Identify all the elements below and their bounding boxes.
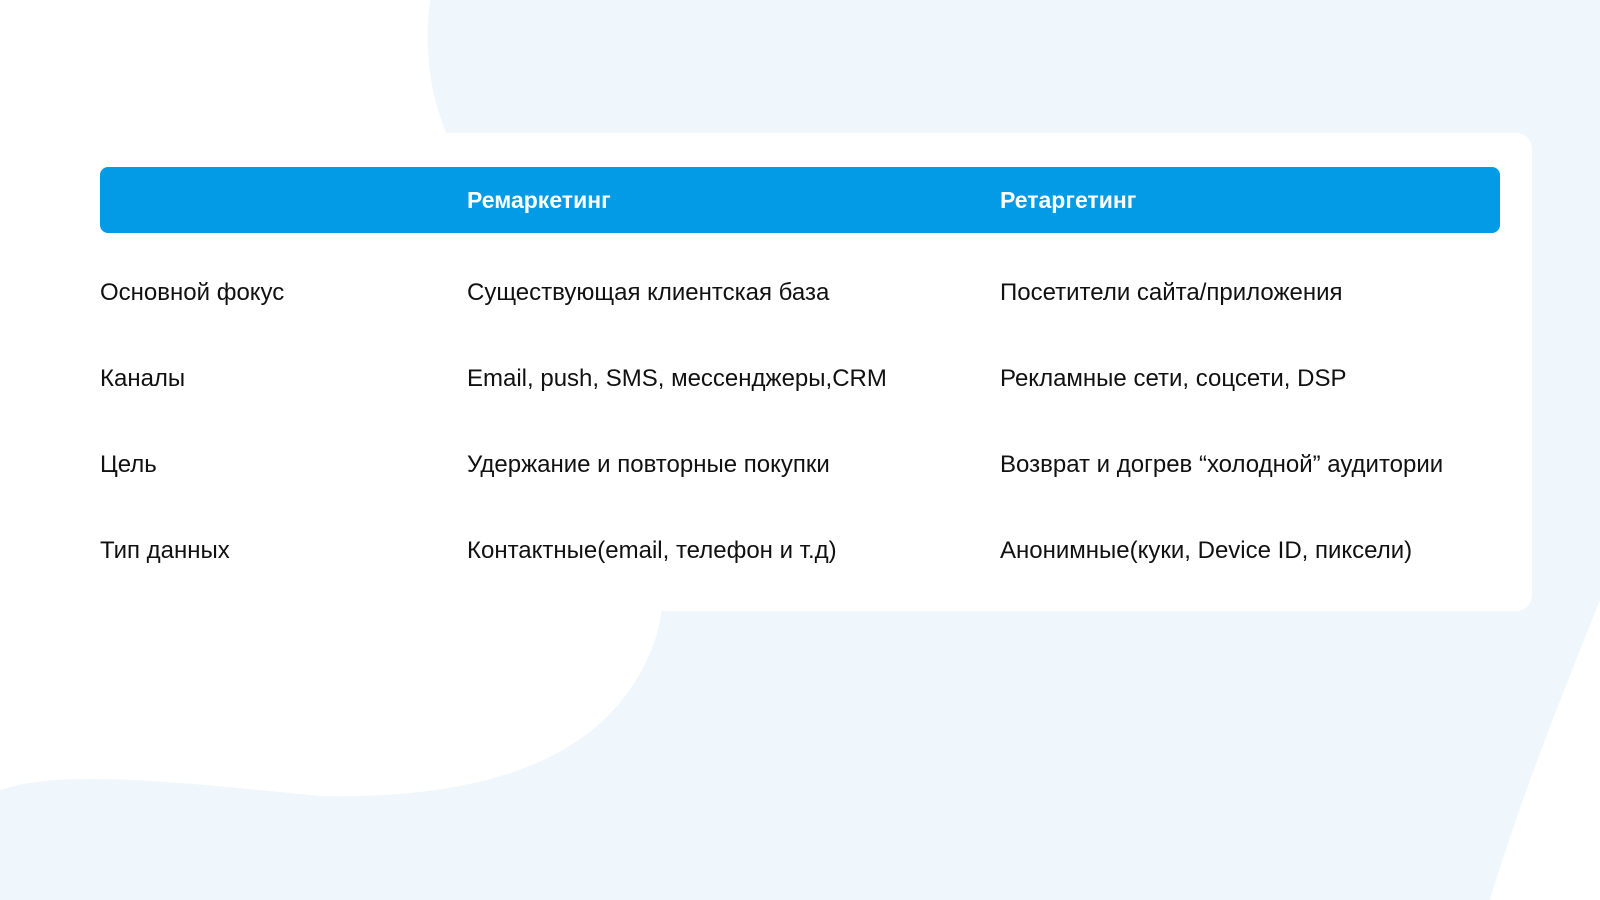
table-row xyxy=(100,250,1500,336)
comparison-table xyxy=(100,167,1500,594)
row-label: Цель xyxy=(100,451,157,478)
remarketing-cell: Удержание и повторные покупки xyxy=(467,451,830,478)
remarketing-cell: Контактные(email, телефон и т.д) xyxy=(467,537,837,564)
retargeting-cell: Возврат и догрев “холодной” аудитории xyxy=(1000,451,1444,478)
row-label: Тип данных xyxy=(100,537,230,564)
retargeting-cell: Анонимные(куки, Device ID, пиксели) xyxy=(1000,537,1413,564)
row-label: Основной фокус xyxy=(100,279,285,306)
retargeting-cell: Рекламные сети, соцсети, DSP xyxy=(1000,365,1347,392)
header-cell-remarketing: Ремаркетинг xyxy=(467,187,611,213)
table-row xyxy=(100,422,1500,508)
remarketing-cell: Существующая клиентская база xyxy=(467,279,830,306)
table-row xyxy=(100,336,1500,422)
row-label: Каналы xyxy=(100,365,186,392)
table-header-row xyxy=(100,167,1500,233)
remarketing-cell: Email, push, SMS, мессенджеры,CRM xyxy=(467,365,887,392)
table-body xyxy=(100,250,1500,594)
retargeting-cell: Посетители сайта/приложения xyxy=(1000,279,1343,306)
header-cell-retargeting: Ретаргетинг xyxy=(1000,187,1137,213)
table-row xyxy=(100,508,1500,594)
